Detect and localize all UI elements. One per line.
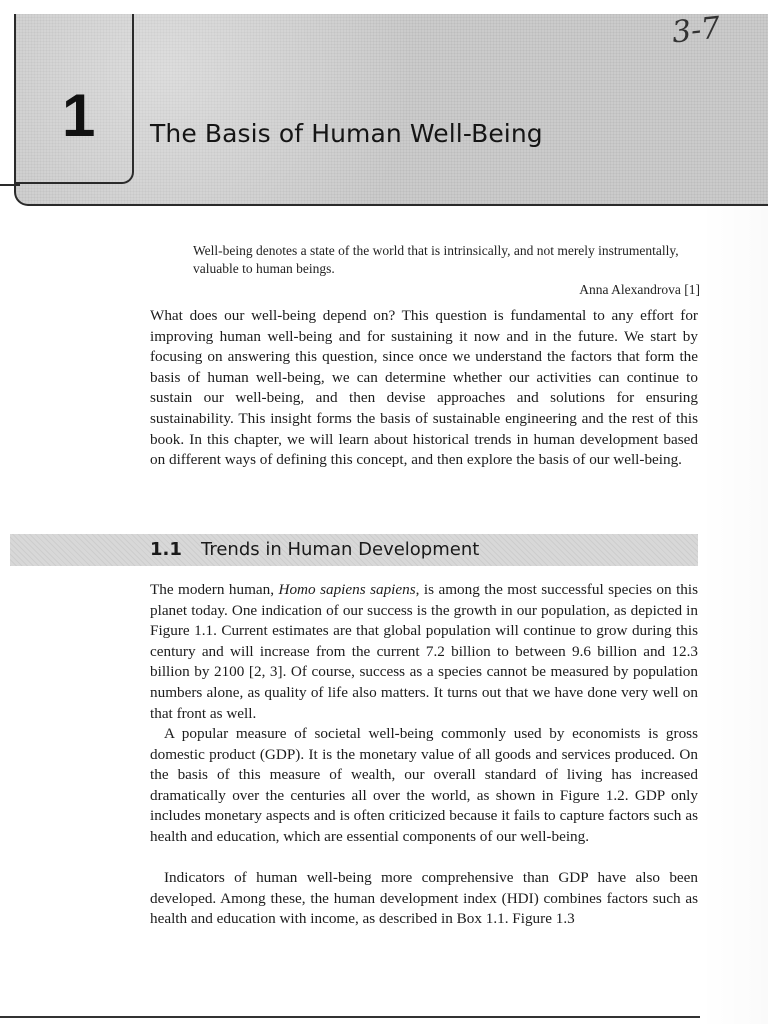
header-rule (0, 184, 20, 186)
body-paragraph-3: Indicators of human well-being more comprehensive than GDP have also been developed. Among these, the human development index (HDI) combines factors such as health and education with income, as described in Box 1.1. Figure 1.3 (150, 869, 698, 928)
chapter-title: The Basis of Human Well-Being (150, 119, 543, 148)
page-bottom-rule (0, 1016, 700, 1018)
para1-text-start: The modern human, (150, 581, 279, 598)
body-paragraph-2: A popular measure of societal well-being commonly used by economists is gross domestic product (GDP). It is the monetary value of all goods and services produced. On the basis of this measure of wealth, our overall standard of living has increased dramatically over the centuries all over the world, as shown in Figure 1.2. GDP only includes monetary aspects and is often criticized because it fails to capture factors such as health and education, which are essential components of our well-being. (150, 725, 698, 845)
species-name: Homo sapiens sapiens (278, 581, 416, 598)
epigraph-quote: Well-being denotes a state of the world that is intrinsically, and not merely instrumentally, valuable to human beings. (193, 243, 679, 276)
body-paragraph-1 (150, 580, 698, 724)
section-number: 1.1 (150, 539, 182, 560)
section-title: Trends in Human Development (201, 539, 480, 560)
intro-paragraph: What does our well-being depend on? This question is fundamental to any effort for improving human well-being and for sustaining it now and in the future. We start by focusing on answering this question, since once we understand the factors that form the basis of human well-being, we can determine whether our activities can continue to sustain our well-being, and then devise approaches and solutions for ensuring sustainability. This insight forms the basis of sustainable engineering and the rest of this book. In this chapter, we will learn about historical trends in human development based on different ways of defining this concept, and then explore the basis of our well-being. (150, 307, 698, 469)
para1-text-end: , is among the most successful species on this planet today. One indication of our success is the growth in our population, as depicted in Figure 1.1. Current estimates are that global population will continue to grow during this century and will increase from the current 7.2 billion to between 9.6 billion and 12.3 billion by 2100 [2, 3]. Of course, success as a species cannot be measured by population numbers alone, as quality of life also matters. It turns out that we have done very well on that front as well. (150, 581, 699, 722)
page-shading (700, 206, 768, 1024)
handwritten-note: 3-7 (670, 10, 722, 51)
epigraph-attribution: Anna Alexandrova [1] (579, 282, 700, 297)
chapter-number: 1 (62, 82, 96, 149)
